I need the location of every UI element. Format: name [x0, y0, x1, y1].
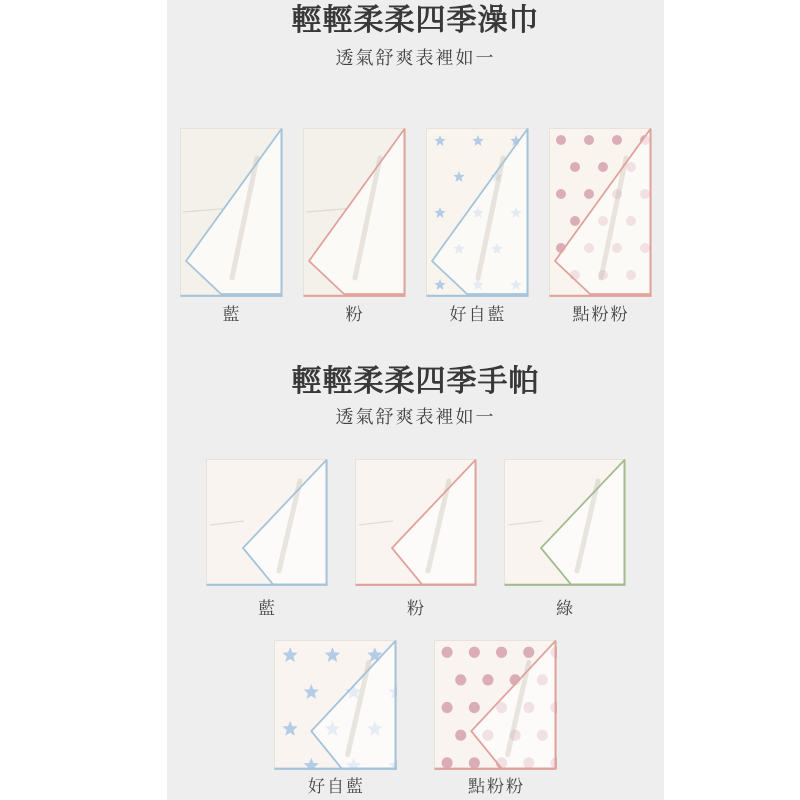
product-photo-dots-pink — [549, 128, 652, 297]
product-tile — [504, 459, 626, 618]
product-tile — [274, 640, 397, 796]
product-label: 粉 — [345, 305, 365, 325]
product-photo-none-pink — [355, 459, 477, 586]
bath-towel-subtitle: 透氣舒爽表裡如一 — [335, 48, 496, 69]
product-tile — [303, 128, 406, 324]
product-tile — [549, 128, 652, 324]
product-photo-none-green — [504, 459, 626, 586]
product-label: 綠 — [556, 599, 575, 619]
product-tile — [426, 128, 529, 324]
product-label: 點粉粉 — [572, 305, 630, 325]
product-label: 點粉粉 — [468, 777, 525, 797]
product-photo-dots-pink — [434, 640, 557, 770]
product-photo-none-blue — [206, 459, 328, 586]
bath-towel-title: 輕輕柔柔四季澡巾 — [291, 3, 540, 38]
product-label: 好自藍 — [308, 777, 365, 797]
handkerchief-title: 輕輕柔柔四季手帕 — [291, 364, 540, 399]
handkerchief-row-2 — [167, 640, 664, 796]
product-tile — [434, 640, 557, 796]
product-photo-stars-blue — [426, 128, 529, 297]
product-tile — [206, 459, 328, 618]
product-photo-stars-blue — [274, 640, 397, 770]
product-tile — [355, 459, 477, 618]
product-tile — [180, 128, 283, 324]
bath-towel-row — [167, 128, 664, 324]
product-photo-none-blue — [180, 128, 283, 297]
product-label: 粉 — [407, 599, 426, 619]
product-photo-none-pink — [303, 128, 406, 297]
product-label: 好自藍 — [449, 305, 507, 325]
product-label: 藍 — [258, 599, 277, 619]
product-label: 藍 — [222, 305, 242, 325]
handkerchief-subtitle: 透氣舒爽表裡如一 — [335, 407, 496, 428]
handkerchief-row-1 — [167, 459, 664, 618]
